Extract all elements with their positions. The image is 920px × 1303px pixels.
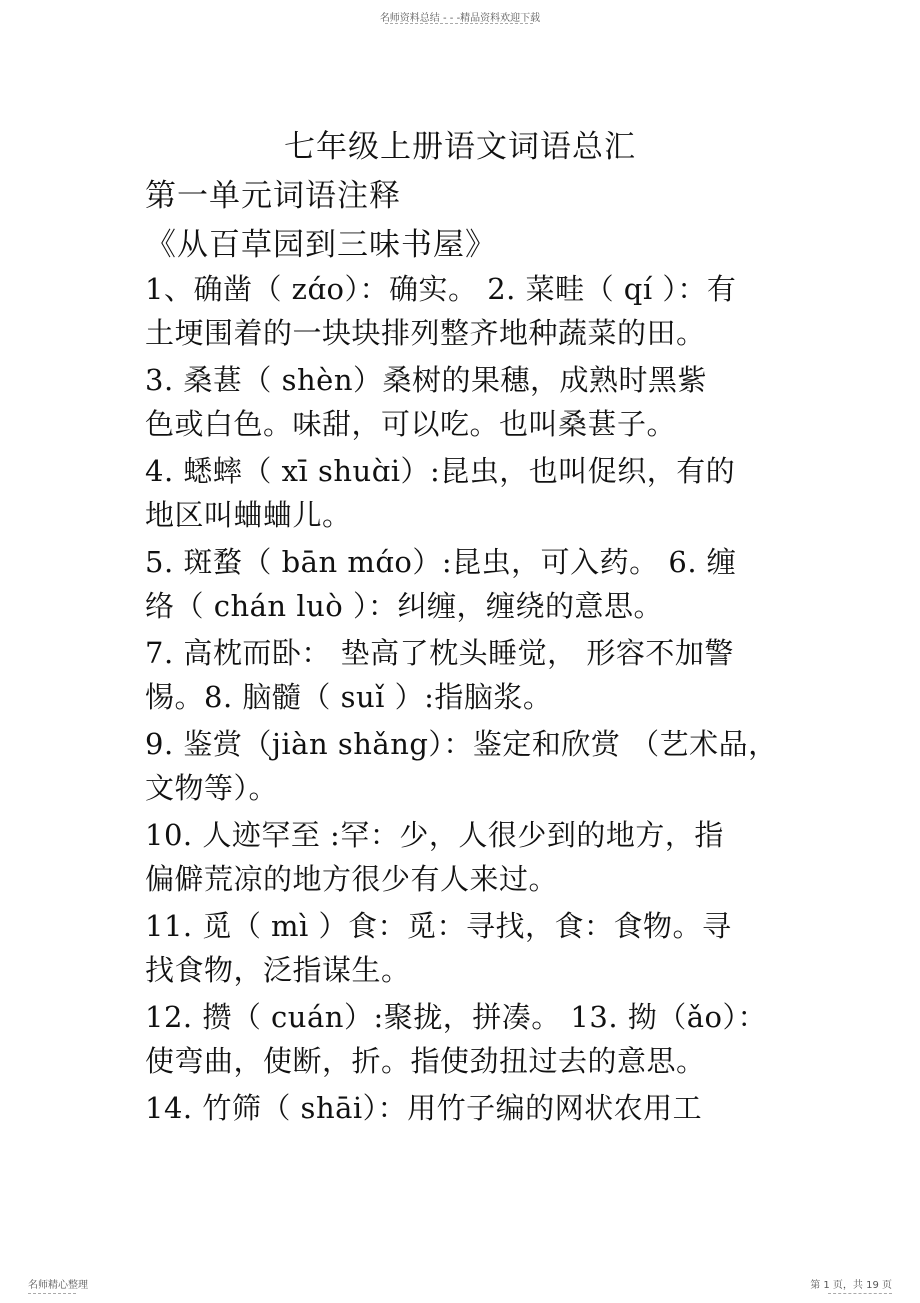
entry-line: 7. 高枕而卧： 垫高了枕头睡觉， 形容不加警 bbox=[145, 636, 734, 670]
entry-line: 10. 人迹罕至 :罕：少，人很少到的地方，指 bbox=[145, 818, 724, 852]
entry-line: 络（ chán luò ）：纠缠，缠绕的意思。 bbox=[145, 589, 663, 623]
entry-line: 11. 觅（ mì ）食：觅：寻找，食：食物。寻 bbox=[145, 909, 732, 943]
unit-heading: 第一单元词语注释 bbox=[145, 178, 401, 214]
page-header: 名师资料总结 - - -精品资料欢迎下载 bbox=[379, 13, 541, 24]
page-number: 第 1 页，共 19 页 bbox=[810, 1280, 892, 1291]
entry-line: 文物等）。 bbox=[145, 771, 279, 805]
footer-divider-right bbox=[828, 1293, 892, 1294]
entry-line: 9. 鉴赏（jiàn shǎng）：鉴定和欣赏 （艺术品， bbox=[145, 727, 778, 761]
entry-line: 4. 蟋蟀（ xī shuɑ̀i）:昆虫，也叫促织，有的 bbox=[145, 454, 736, 488]
lesson-title: 《从百草园到三味书屋》 bbox=[145, 227, 497, 263]
footer-divider-left bbox=[28, 1293, 76, 1294]
entry-line: 14. 竹筛（ shāi）：用竹子编的网状农用工 bbox=[145, 1091, 703, 1125]
entry-line: 使弯曲，使断，折。指使劲扭过去的意思。 bbox=[145, 1044, 706, 1078]
footer-note: 名师精心整理 bbox=[28, 1280, 88, 1291]
entry-line: 偏僻荒凉的地方很少有人来过。 bbox=[145, 862, 559, 896]
document-title: 七年级上册语文词语总汇 bbox=[284, 129, 636, 165]
entry-line: 地区叫蛐蛐儿。 bbox=[145, 498, 352, 532]
entry-line: 5. 斑蝥（ bān mɑ́o）:昆虫，可入药。 6. 缠 bbox=[145, 545, 737, 579]
entry-line: 1、确凿（ zɑ́o）：确实。 2. 菜畦（ qí ）：有 bbox=[145, 272, 737, 306]
header-divider bbox=[385, 23, 533, 24]
entry-line: 3. 桑葚（ shèn）桑树的果穗，成熟时黑紫 bbox=[145, 363, 708, 397]
entry-line: 惕。8. 脑髓（ suǐ ）:指脑浆。 bbox=[145, 680, 553, 714]
entry-line: 土埂围着的一块块排列整齐地种蔬菜的田。 bbox=[145, 316, 706, 350]
entry-line: 色或白色。味甜，可以吃。也叫桑葚子。 bbox=[145, 407, 677, 441]
entry-line: 12. 攒（ cuán）:聚拢，拼凑。 13. 拗（ǎo）： bbox=[145, 1000, 768, 1034]
vocabulary-entries bbox=[145, 267, 790, 1130]
entry-line: 找食物，泛指谋生。 bbox=[145, 953, 411, 987]
